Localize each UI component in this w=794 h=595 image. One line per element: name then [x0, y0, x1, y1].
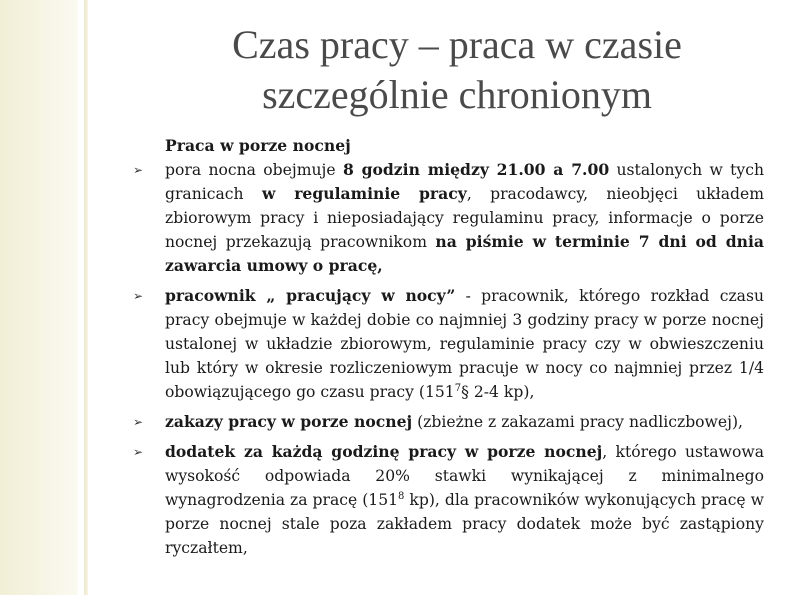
bullet-bold-text: pracownik „ pracujący w nocy”	[165, 286, 456, 305]
bullet-text: , pracodawcy, nieobjęci układem zbiorowym pracy i nieposiadający regulaminu pracy, informacje o porze nocnej przekazują pracownikom	[165, 185, 764, 251]
section-heading: Praca w porze nocnej	[165, 136, 351, 155]
arrow-bullet-icon: ➢	[132, 445, 144, 459]
bullet-night-hours	[130, 158, 764, 278]
superscript: 8	[398, 490, 405, 502]
arrow-bullet-icon: ➢	[132, 289, 144, 303]
bullet-text: pora nocna obejmuje	[165, 161, 343, 179]
bullet-bold-text: na piśmie w terminie 7 dni od dnia zawarcia umowy o pracę,	[165, 232, 764, 275]
decorative-side-line	[84, 0, 88, 595]
superscript: 7	[454, 382, 462, 394]
bullet-night-work-bans	[130, 410, 764, 434]
bullet-text: - pracownik, którego rozkład czasu pracy obejmuje w każdej dobie co najmniej 3 godziny pracy w porze nocnej ustalonej w układzie zbiorowym, regulaminie pracy czy w obwieszczeniu lub który w okresie rozliczeniowym pracuje w nocy co najmniej przez 1/4 obowiązującego go czasu pracy (151	[165, 287, 764, 401]
bullet-bold-text: dodatek za każdą godzinę pracy w porze nocnej	[165, 442, 603, 461]
bullet-text: kp), dla pracowników wykonujących pracę w porze nocnej stale poza zakładem pracy dodatek może być zastąpiony ryczałtem,	[165, 491, 764, 557]
bullet-night-allowance	[130, 440, 764, 560]
bullet-text: , którego ustawowa wysokość odpowiada 20% stawki wynikającej z minimalnego wynagrodzenia za pracę (151	[165, 443, 764, 509]
bullet-heading	[130, 134, 764, 158]
slide-title	[120, 20, 794, 120]
arrow-bullet-icon: ➢	[132, 163, 144, 177]
bullet-text: § 2-4 kp),	[461, 383, 535, 401]
bullet-text: (zbieżne z zakazami pracy nadliczbowej),	[412, 413, 744, 431]
slide-title-line-2: szczególnie chronionym	[262, 72, 652, 117]
arrow-bullet-icon: ➢	[132, 415, 144, 429]
bullet-bold-text: w regulaminie pracy	[261, 184, 467, 203]
bullet-bold-text: 8 godzin między 21.00 a 7.00	[342, 160, 610, 179]
bullet-bold-text: zakazy pracy w porze nocnej	[165, 412, 413, 431]
bullet-text: ustalonych w tych granicach	[165, 161, 764, 203]
bullet-list	[130, 134, 764, 566]
bullet-night-worker	[130, 284, 764, 404]
decorative-side-band	[0, 0, 78, 595]
slide-title-line-1: Czas pracy – praca w czasie	[232, 22, 682, 67]
